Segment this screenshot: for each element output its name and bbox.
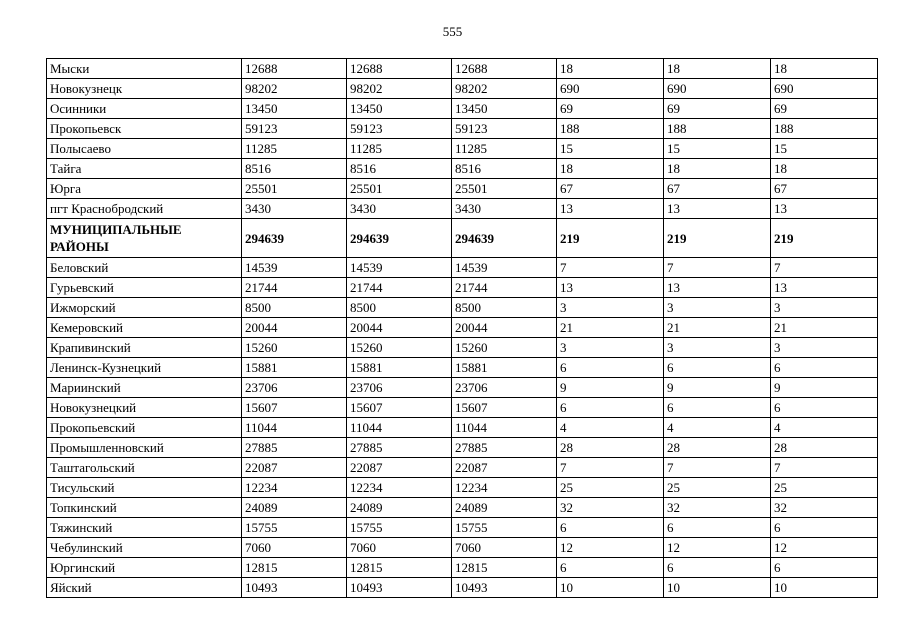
value-cell-col2: 22087 [347, 458, 452, 478]
value-cell-col6: 3 [771, 298, 878, 318]
value-cell-col1: 15260 [242, 338, 347, 358]
value-cell-col2: 23706 [347, 378, 452, 398]
value-cell-col2: 12234 [347, 478, 452, 498]
value-cell-col5: 13 [664, 278, 771, 298]
value-cell-col6: 7 [771, 458, 878, 478]
value-cell-col1: 13450 [242, 99, 347, 119]
table-body [47, 59, 878, 598]
value-cell-col6: 13 [771, 278, 878, 298]
table-row [47, 438, 878, 458]
value-cell-col5: 69 [664, 99, 771, 119]
table-row [47, 99, 878, 119]
value-cell-col1: 21744 [242, 278, 347, 298]
value-cell-col4: 3 [557, 298, 664, 318]
value-cell-col6: 18 [771, 159, 878, 179]
value-cell-col3: 15881 [452, 358, 557, 378]
value-cell-col4: 12 [557, 538, 664, 558]
value-cell-col4: 219 [557, 219, 664, 258]
value-cell-col4: 9 [557, 378, 664, 398]
value-cell-col2: 24089 [347, 498, 452, 518]
value-cell-col4: 6 [557, 518, 664, 538]
value-cell-col2: 7060 [347, 538, 452, 558]
value-cell-col4: 6 [557, 558, 664, 578]
value-cell-col3: 59123 [452, 119, 557, 139]
value-cell-col3: 11285 [452, 139, 557, 159]
value-cell-col4: 67 [557, 179, 664, 199]
value-cell-col5: 28 [664, 438, 771, 458]
value-cell-col4: 6 [557, 398, 664, 418]
row-name-cell: Тайга [47, 159, 242, 179]
value-cell-col6: 28 [771, 438, 878, 458]
table-row [47, 498, 878, 518]
value-cell-col5: 188 [664, 119, 771, 139]
row-name-cell: Юргинский [47, 558, 242, 578]
table-row [47, 278, 878, 298]
value-cell-col1: 22087 [242, 458, 347, 478]
value-cell-col2: 8500 [347, 298, 452, 318]
value-cell-col5: 15 [664, 139, 771, 159]
value-cell-col5: 7 [664, 458, 771, 478]
table-row [47, 59, 878, 79]
row-name-cell: Мыски [47, 59, 242, 79]
value-cell-col2: 15755 [347, 518, 452, 538]
value-cell-col6: 21 [771, 318, 878, 338]
row-name-cell: Таштагольский [47, 458, 242, 478]
value-cell-col5: 4 [664, 418, 771, 438]
value-cell-col6: 69 [771, 99, 878, 119]
value-cell-col5: 7 [664, 258, 771, 278]
value-cell-col2: 12688 [347, 59, 452, 79]
value-cell-col2: 21744 [347, 278, 452, 298]
value-cell-col2: 14539 [347, 258, 452, 278]
value-cell-col3: 98202 [452, 79, 557, 99]
row-name-cell: пгт Краснобродский [47, 199, 242, 219]
value-cell-col2: 11044 [347, 418, 452, 438]
value-cell-col4: 13 [557, 199, 664, 219]
value-cell-col1: 23706 [242, 378, 347, 398]
value-cell-col1: 10493 [242, 578, 347, 598]
value-cell-col3: 11044 [452, 418, 557, 438]
value-cell-col4: 18 [557, 59, 664, 79]
value-cell-col3: 294639 [452, 219, 557, 258]
value-cell-col6: 10 [771, 578, 878, 598]
value-cell-col3: 23706 [452, 378, 557, 398]
value-cell-col6: 4 [771, 418, 878, 438]
table-row [47, 518, 878, 538]
value-cell-col1: 15755 [242, 518, 347, 538]
table-row [47, 79, 878, 99]
value-cell-col4: 69 [557, 99, 664, 119]
value-cell-col5: 12 [664, 538, 771, 558]
value-cell-col4: 10 [557, 578, 664, 598]
value-cell-col6: 15 [771, 139, 878, 159]
value-cell-col3: 8500 [452, 298, 557, 318]
value-cell-col2: 12815 [347, 558, 452, 578]
value-cell-col6: 3 [771, 338, 878, 358]
value-cell-col3: 25501 [452, 179, 557, 199]
value-cell-col1: 12815 [242, 558, 347, 578]
row-name-cell: Осинники [47, 99, 242, 119]
value-cell-col6: 9 [771, 378, 878, 398]
row-name-cell: Гурьевский [47, 278, 242, 298]
value-cell-col3: 24089 [452, 498, 557, 518]
value-cell-col2: 294639 [347, 219, 452, 258]
value-cell-col1: 27885 [242, 438, 347, 458]
value-cell-col2: 98202 [347, 79, 452, 99]
section-row [47, 219, 878, 258]
row-name-cell: Тисульский [47, 478, 242, 498]
value-cell-col6: 6 [771, 398, 878, 418]
value-cell-col6: 690 [771, 79, 878, 99]
value-cell-col4: 21 [557, 318, 664, 338]
value-cell-col3: 27885 [452, 438, 557, 458]
value-cell-col4: 28 [557, 438, 664, 458]
value-cell-col5: 10 [664, 578, 771, 598]
value-cell-col6: 67 [771, 179, 878, 199]
value-cell-col4: 13 [557, 278, 664, 298]
value-cell-col2: 27885 [347, 438, 452, 458]
table-row [47, 179, 878, 199]
value-cell-col2: 20044 [347, 318, 452, 338]
table-row [47, 119, 878, 139]
row-name-cell: Яйский [47, 578, 242, 598]
row-name-cell: Ижморский [47, 298, 242, 318]
table-row [47, 578, 878, 598]
value-cell-col6: 25 [771, 478, 878, 498]
row-name-cell: Топкинский [47, 498, 242, 518]
row-name-cell: Промышленновский [47, 438, 242, 458]
value-cell-col1: 59123 [242, 119, 347, 139]
value-cell-col6: 32 [771, 498, 878, 518]
value-cell-col2: 11285 [347, 139, 452, 159]
value-cell-col6: 12 [771, 538, 878, 558]
value-cell-col1: 20044 [242, 318, 347, 338]
value-cell-col1: 25501 [242, 179, 347, 199]
value-cell-col1: 12234 [242, 478, 347, 498]
table-row [47, 199, 878, 219]
row-name-cell: Мариинский [47, 378, 242, 398]
value-cell-col3: 3430 [452, 199, 557, 219]
value-cell-col5: 6 [664, 358, 771, 378]
value-cell-col6: 188 [771, 119, 878, 139]
row-name-cell: Беловский [47, 258, 242, 278]
value-cell-col6: 6 [771, 558, 878, 578]
table-row [47, 378, 878, 398]
value-cell-col2: 13450 [347, 99, 452, 119]
value-cell-col5: 6 [664, 558, 771, 578]
value-cell-col6: 219 [771, 219, 878, 258]
table-row [47, 458, 878, 478]
row-name-cell: Новокузнецкий [47, 398, 242, 418]
value-cell-col2: 3430 [347, 199, 452, 219]
value-cell-col5: 67 [664, 179, 771, 199]
row-name-cell: Кемеровский [47, 318, 242, 338]
table-row [47, 318, 878, 338]
value-cell-col5: 25 [664, 478, 771, 498]
value-cell-col1: 14539 [242, 258, 347, 278]
value-cell-col1: 15607 [242, 398, 347, 418]
population-table [46, 58, 878, 598]
row-name-cell: МУНИЦИПАЛЬНЫЕ РАЙОНЫ [47, 219, 242, 258]
value-cell-col1: 24089 [242, 498, 347, 518]
value-cell-col4: 32 [557, 498, 664, 518]
value-cell-col3: 22087 [452, 458, 557, 478]
value-cell-col4: 18 [557, 159, 664, 179]
value-cell-col5: 21 [664, 318, 771, 338]
value-cell-col2: 25501 [347, 179, 452, 199]
value-cell-col2: 10493 [347, 578, 452, 598]
value-cell-col4: 15 [557, 139, 664, 159]
value-cell-col5: 219 [664, 219, 771, 258]
value-cell-col3: 12688 [452, 59, 557, 79]
value-cell-col5: 6 [664, 398, 771, 418]
table-row [47, 358, 878, 378]
table-row [47, 478, 878, 498]
value-cell-col1: 3430 [242, 199, 347, 219]
row-name-cell: Тяжинский [47, 518, 242, 538]
value-cell-col1: 294639 [242, 219, 347, 258]
value-cell-col6: 18 [771, 59, 878, 79]
row-name-cell: Полысаево [47, 139, 242, 159]
value-cell-col1: 7060 [242, 538, 347, 558]
value-cell-col6: 6 [771, 358, 878, 378]
row-name-cell: Юрга [47, 179, 242, 199]
row-name-cell: Чебулинский [47, 538, 242, 558]
table-row [47, 558, 878, 578]
value-cell-col6: 13 [771, 199, 878, 219]
value-cell-col3: 13450 [452, 99, 557, 119]
table-row [47, 338, 878, 358]
value-cell-col6: 7 [771, 258, 878, 278]
value-cell-col4: 7 [557, 258, 664, 278]
value-cell-col2: 59123 [347, 119, 452, 139]
value-cell-col4: 690 [557, 79, 664, 99]
table-row [47, 398, 878, 418]
value-cell-col2: 15607 [347, 398, 452, 418]
value-cell-col4: 188 [557, 119, 664, 139]
table-row [47, 418, 878, 438]
value-cell-col3: 12234 [452, 478, 557, 498]
row-name-cell: Ленинск-Кузнецкий [47, 358, 242, 378]
value-cell-col3: 15755 [452, 518, 557, 538]
value-cell-col5: 3 [664, 338, 771, 358]
value-cell-col3: 10493 [452, 578, 557, 598]
value-cell-col4: 4 [557, 418, 664, 438]
value-cell-col5: 18 [664, 59, 771, 79]
row-name-cell: Крапивинский [47, 338, 242, 358]
value-cell-col5: 690 [664, 79, 771, 99]
row-name-cell: Новокузнецк [47, 79, 242, 99]
value-cell-col2: 8516 [347, 159, 452, 179]
value-cell-col2: 15260 [347, 338, 452, 358]
value-cell-col4: 3 [557, 338, 664, 358]
value-cell-col3: 8516 [452, 159, 557, 179]
value-cell-col5: 32 [664, 498, 771, 518]
value-cell-col1: 8500 [242, 298, 347, 318]
value-cell-col5: 3 [664, 298, 771, 318]
table-row [47, 258, 878, 278]
row-name-cell: Прокопьевский [47, 418, 242, 438]
value-cell-col2: 15881 [347, 358, 452, 378]
table-row [47, 298, 878, 318]
value-cell-col3: 20044 [452, 318, 557, 338]
value-cell-col3: 15607 [452, 398, 557, 418]
value-cell-col1: 15881 [242, 358, 347, 378]
value-cell-col3: 12815 [452, 558, 557, 578]
value-cell-col5: 9 [664, 378, 771, 398]
value-cell-col4: 25 [557, 478, 664, 498]
value-cell-col1: 11285 [242, 139, 347, 159]
value-cell-col1: 8516 [242, 159, 347, 179]
value-cell-col6: 6 [771, 518, 878, 538]
value-cell-col3: 21744 [452, 278, 557, 298]
row-name-cell: Прокопьевск [47, 119, 242, 139]
table-row [47, 159, 878, 179]
value-cell-col5: 13 [664, 199, 771, 219]
value-cell-col4: 7 [557, 458, 664, 478]
value-cell-col3: 7060 [452, 538, 557, 558]
value-cell-col3: 14539 [452, 258, 557, 278]
value-cell-col1: 12688 [242, 59, 347, 79]
table-row [47, 139, 878, 159]
table-row [47, 538, 878, 558]
page-number: 555 [442, 24, 463, 39]
value-cell-col1: 98202 [242, 79, 347, 99]
value-cell-col5: 6 [664, 518, 771, 538]
value-cell-col1: 11044 [242, 418, 347, 438]
value-cell-col3: 15260 [452, 338, 557, 358]
value-cell-col5: 18 [664, 159, 771, 179]
value-cell-col4: 6 [557, 358, 664, 378]
